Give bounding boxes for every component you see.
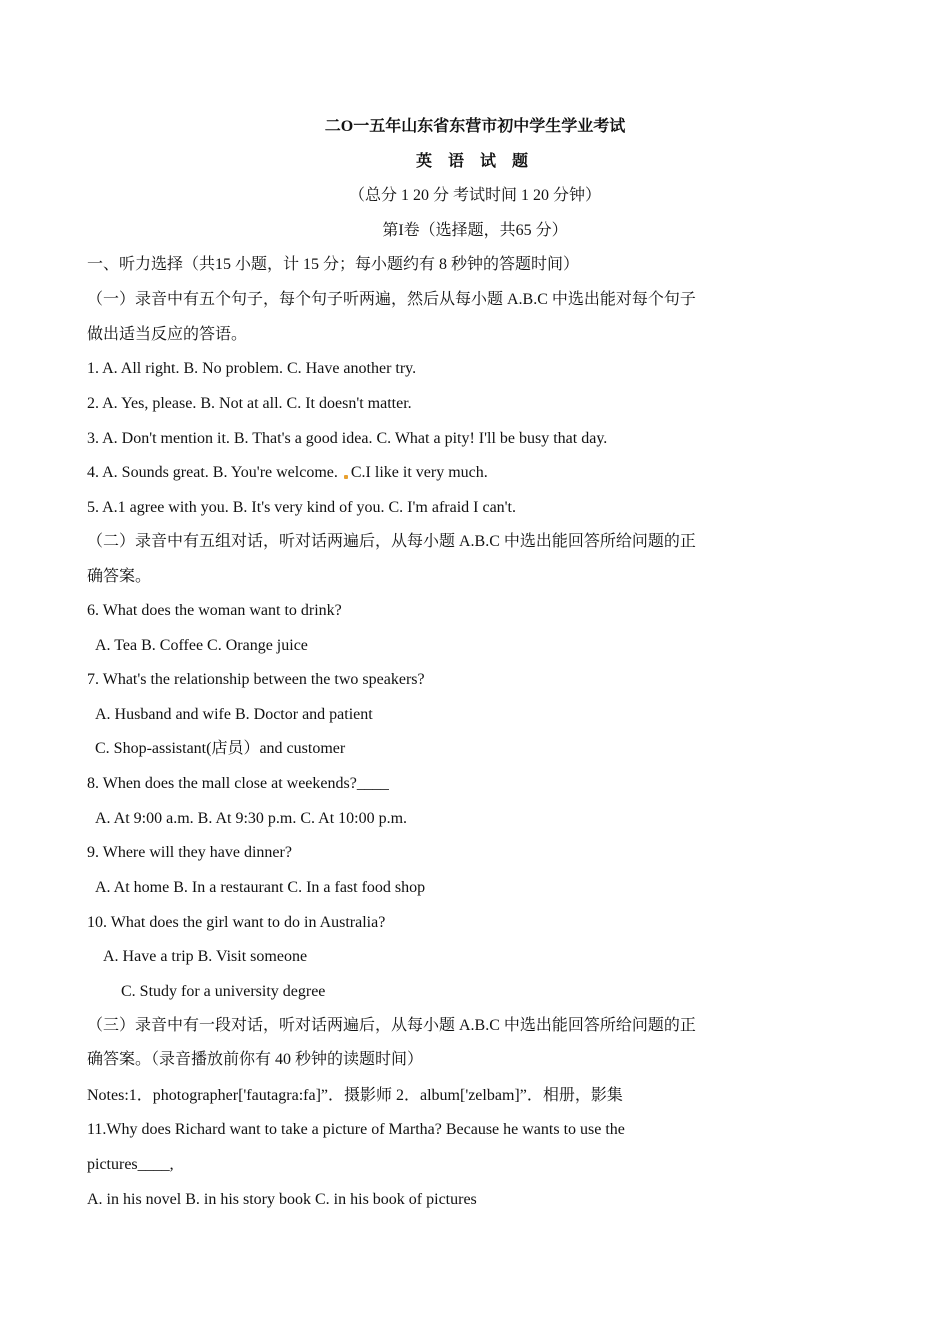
question-4 [87,463,488,483]
question-11: 11.Why does Richard want to take a picture of Martha? Because he wants to use the [87,1121,625,1138]
section-heading: 一、听力选择（共15 小题，计 15 分；每小题约有 8 秒钟的答题时间） [87,256,580,273]
question-6-options: A. Tea B. Coffee C. Orange juice [95,637,308,654]
question-2: 2. A. Yes, please. B. Not at all. C. It doesn't matter. [87,395,412,412]
question-11-cont: pictures____, [87,1156,174,1173]
subject-title: 英 语 试 题 [415,153,534,170]
part1-intro: （一）录音中有五个句子，每个句子听两遍，然后从每小题 A.B.C 中选出能对每个句子 [87,291,696,308]
question-11-options: A. in his novel B. in his story book C. in his book of pictures [87,1191,477,1208]
part3-intro-cont: 确答案。（录音播放前你有 40 秒钟的读题时间） [87,1051,424,1068]
part2-intro-cont: 确答案。 [87,568,152,585]
question-10: 10. What does the girl want to do in Australia? [87,914,386,931]
question-7-option-c: C. Shop-assistant(店员）and customer [95,740,346,757]
question-9-options: A. At home B. In a restaurant C. In a fast food shop [95,879,426,896]
part3-intro: （三）录音中有一段对话，听对话两遍后，从每小题 A.B.C 中选出能回答所给问题的正 [87,1017,696,1034]
part1-intro-cont: 做出适当反应的答语。 [87,326,248,343]
question-10-options: A. Have a trip B. Visit someone [103,948,308,965]
question-8: 8. When does the mall close at weekends?____ [87,775,389,792]
question-7: 7. What's the relationship between the two speakers? [87,671,425,688]
question-3: 3. A. Don't mention it. B. That's a good idea. C. What a pity! I'll be busy that day. [87,430,608,447]
question-10-option-c: C. Study for a university degree [121,983,326,1000]
exam-info: （总分 1 20 分 考试时间 1 20 分钟） [348,187,601,204]
orange-dot-mark [344,475,348,479]
question-8-options: A. At 9:00 a.m. B. At 9:30 p.m. C. At 10:00 p.m. [95,810,408,827]
question-4-option-c: C.I like it very much. [350,464,488,481]
question-6: 6. What does the woman want to drink? [87,602,342,619]
question-4-options-ab: 4. A. Sounds great. B. You're welcome. [87,464,338,481]
question-9: 9. Where will they have dinner? [87,844,292,861]
question-7-options: A. Husband and wife B. Doctor and patient [95,706,373,723]
part2-intro: （二）录音中有五组对话，听对话两遍后，从每小题 A.B.C 中选出能回答所给问题的正 [87,533,696,550]
volume-title: 第I卷（选择题，共65 分） [382,222,568,239]
question-5: 5. A.1 agree with you. B. It's very kind of you. C. I'm afraid I can't. [87,499,516,516]
question-1: 1. A. All right. B. No problem. C. Have another try. [87,360,417,377]
exam-title: 二O一五年山东省东营市初中学生学业考试 [324,118,626,135]
vocabulary-notes: Notes:1．photographer['fautagra:fa]”．摄影师 2．album['zelbam]”．相册，影集 [87,1087,623,1104]
